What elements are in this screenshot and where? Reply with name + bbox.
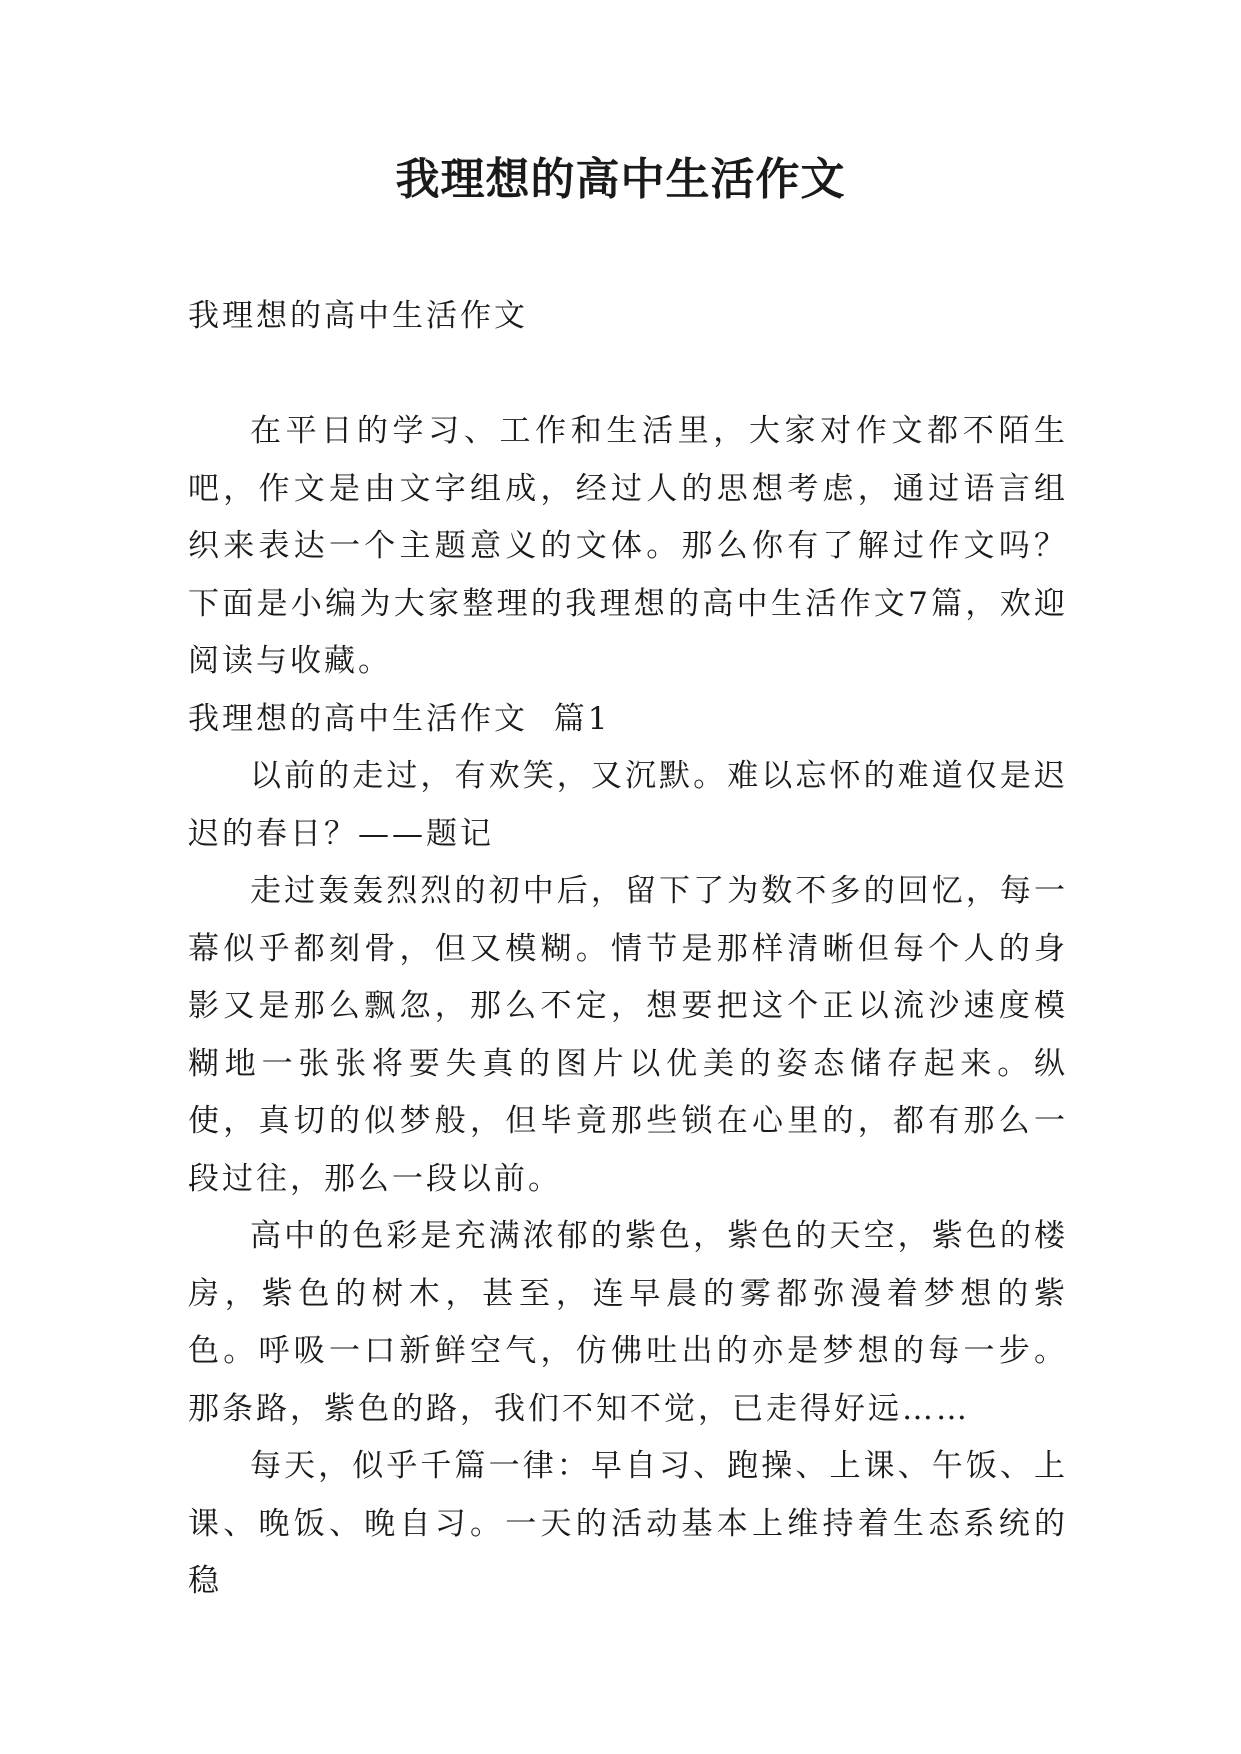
section-heading: 我理想的高中生活作文 篇1: [188, 700, 611, 737]
document-body: [188, 288, 1068, 1611]
body-paragraph: 高中的色彩是充满浓郁的紫色，紫色的天空，紫色的楼房，紫色的树木，甚至，连早晨的雾都弥漫着梦想的紫色。呼吸一口新鲜空气，仿佛吐出的亦是梦想的每一步。那条路，紫色的路，我们不知不觉，已走得好远……: [188, 1218, 1068, 1427]
body-paragraph: 以前的走过，有欢笑，又沉默。难以忘怀的难道仅是迟迟的春日？——题记: [188, 758, 1068, 852]
intro-paragraph: 在平日的学习、工作和生活里，大家对作文都不陌生吧，作文是由文字组成，经过人的思想考虑，通过语言组织来表达一个主题意义的文体。那么你有了解过作文吗？下面是小编为大家整理的我理想的高中生活作文7篇，欢迎阅读与收藏。: [188, 413, 1068, 679]
document-title: 我理想的高中生活作文: [395, 154, 846, 205]
document-subtitle: 我理想的高中生活作文: [188, 298, 528, 334]
body-paragraph: 走过轰轰烈烈的初中后，留下了为数不多的回忆，每一幕似乎都刻骨，但又模糊。情节是那样清晰但每个人的身影又是那么飘忽，那么不定，想要把这个正以流沙速度模糊地一张张将要失真的图片以优美的姿态储存起来。纵使，真切的似梦般，但毕竟那些锁在心里的，都有那么一段过往，那么一段以前。: [188, 873, 1068, 1197]
body-paragraph: 每天，似乎千篇一律：早自习、跑操、上课、午饭、上课、晚饭、晚自习。一天的活动基本上维持着生态系统的稳: [188, 1448, 1068, 1599]
spacer: [188, 346, 1068, 404]
